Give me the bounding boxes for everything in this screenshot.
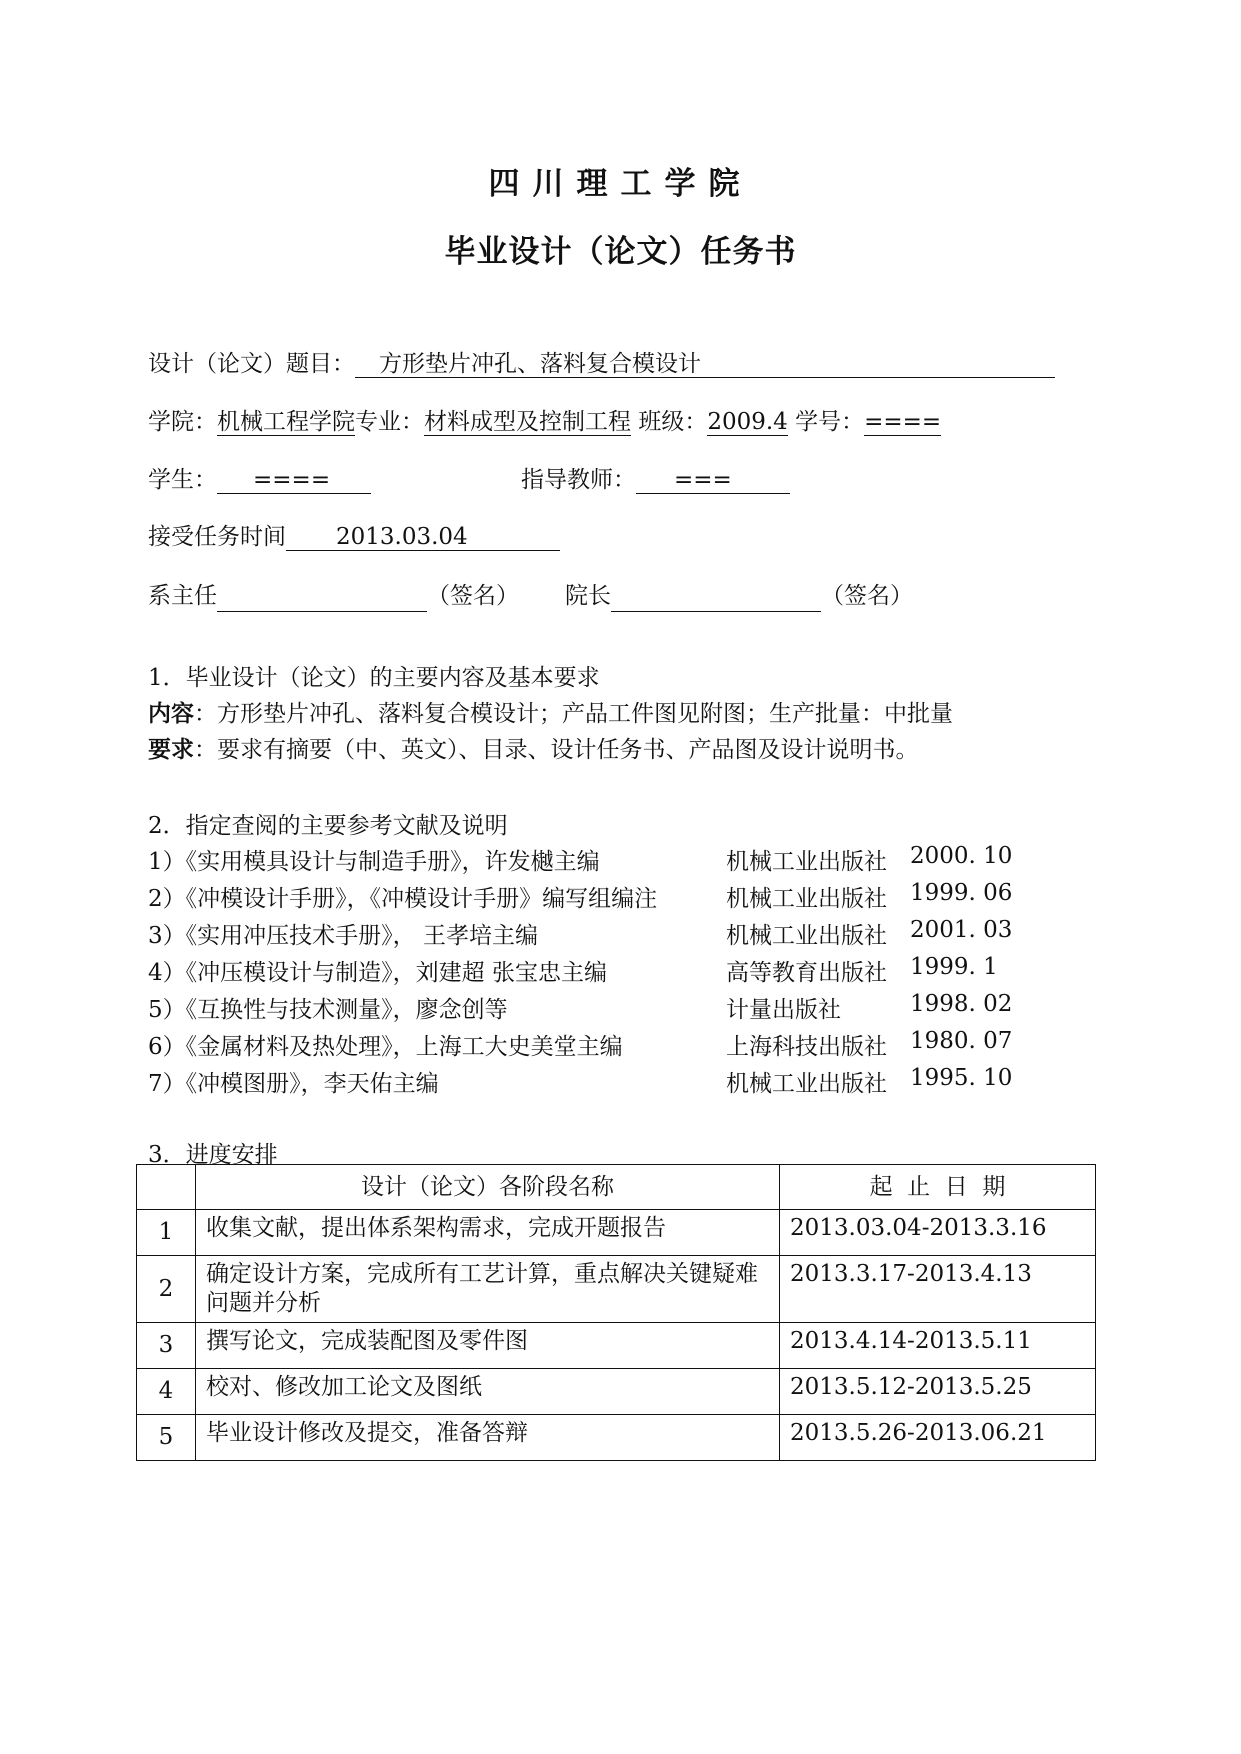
reference-title: 7）《冲模图册》，李天佑主编 [148,1071,439,1097]
header-date-cell: 起 止 日 期 [780,1165,1096,1210]
reference-item [148,991,1048,1023]
reference-item [148,954,1048,986]
row-date: 2013.03.04-2013.3.16 [780,1210,1096,1256]
requirements-label: 要求 [148,736,194,763]
row-task: 确定设计方案，完成所有工艺计算，重点解决关键疑难问题并分析 [196,1256,780,1323]
row-date: 2013.5.12-2013.5.25 [780,1369,1096,1415]
signature-line [148,580,913,612]
advisor-value: === [636,467,790,494]
reference-year: 1995. 10 [910,1065,1013,1091]
row-task: 收集文献，提出体系架构需求，完成开题报告 [196,1210,780,1256]
reference-publisher: 机械工业出版社 [726,886,887,912]
reference-publisher: 机械工业出版社 [726,1071,887,1097]
major-label: 专业： [355,409,424,435]
dept-head-sign-note: （签名） [427,583,519,609]
topic-value: 方形垫片冲孔、落料复合模设计 [355,351,1055,378]
reference-item [148,880,1048,912]
reference-title: 3）《实用冲压技术手册》， 王孝培主编 [148,923,538,949]
reference-title: 1）《实用模具设计与制造手册》，许发樾主编 [148,849,600,875]
reference-item [148,843,1048,875]
reference-year: 1999. 06 [910,880,1013,906]
document-title: 毕业设计（论文）任务书 [444,234,797,270]
content-label: 内容 [148,700,194,727]
reference-year: 1980. 07 [910,1028,1013,1054]
reference-publisher: 上海科技出版社 [726,1034,887,1060]
section3-heading: 3．进度安排 [148,1142,278,1168]
reference-year: 1998. 02 [910,991,1013,1017]
student-value: ==== [217,467,371,494]
reference-publisher: 高等教育出版社 [726,960,887,986]
table-row [137,1369,1096,1415]
row-num: 4 [137,1369,196,1415]
dean-sign-note: （签名） [821,583,913,609]
section1-heading: 1．毕业设计（论文）的主要内容及基本要求 [148,665,600,691]
student-label: 学生： [148,467,217,493]
row-task: 毕业设计修改及提交，准备答辩 [196,1415,780,1461]
row-date: 2013.4.14-2013.5.11 [780,1323,1096,1369]
reference-year: 2000. 10 [910,843,1013,869]
header-num-cell [137,1165,196,1210]
reference-publisher: 机械工业出版社 [726,923,887,949]
reference-title: 2）《冲模设计手册》，《冲模设计手册》编写组编注 [148,886,658,912]
row-num: 2 [137,1256,196,1323]
accept-value: 2013.03.04 [286,524,560,551]
dept-head-label: 系主任 [148,583,217,609]
row-date: 2013.5.26-2013.06.21 [780,1415,1096,1461]
topic-label: 设计（论文）题目： [148,351,355,377]
advisor-label: 指导教师： [521,467,636,493]
reference-year: 1999. 1 [910,954,998,980]
dean-signature-field [611,585,821,612]
major-value: 材料成型及控制工程 [424,409,631,435]
requirements-text: ：要求有摘要（中、英文）、目录、设计任务书、产品图及设计说明书。 [194,737,919,763]
row-task: 撰写论文，完成装配图及零件图 [196,1323,780,1369]
school-name: 四川理工学院 [488,166,753,202]
row-num: 1 [137,1210,196,1256]
reference-title: 6）《金属材料及热处理》，上海工大史美堂主编 [148,1034,623,1060]
reference-item [148,917,1048,949]
college-label: 学院： [148,409,217,435]
reference-title: 5）《互换性与技术测量》，廖念创等 [148,997,508,1023]
reference-title: 4）《冲压模设计与制造》，刘建超 张宝忠主编 [148,960,607,986]
table-row [137,1323,1096,1369]
section1-requirements [148,731,919,764]
table-row [137,1256,1096,1323]
schedule-table [136,1164,1096,1461]
accept-label: 接受任务时间 [148,524,286,550]
table-row [137,1210,1096,1256]
row-num: 3 [137,1323,196,1369]
reference-year: 2001. 03 [910,917,1013,943]
dept-head-signature-field [217,585,427,612]
section2-heading: 2．指定查阅的主要参考文献及说明 [148,813,508,839]
reference-publisher: 计量出版社 [726,997,841,1023]
reference-item [148,1028,1048,1060]
reference-item [148,1065,1048,1097]
college-value: 机械工程学院 [217,409,355,435]
row-num: 5 [137,1415,196,1461]
dean-label: 院长 [565,583,611,609]
table-header-row [137,1165,1096,1210]
class-value: 2009.4 [707,409,788,435]
reference-publisher: 机械工业出版社 [726,849,887,875]
student-no-label: 学号： [795,409,865,435]
header-stage-cell: 设计（论文）各阶段名称 [196,1165,780,1210]
section1-content [148,695,953,728]
topic-line [148,348,1055,380]
college-line [148,406,941,438]
accept-time-line [148,521,560,553]
student-line [148,464,790,496]
table-row [137,1415,1096,1461]
content-text: ：方形垫片冲孔、落料复合模设计；产品工件图见附图；生产批量：中批量 [194,701,953,727]
student-no-value: ==== [864,409,942,435]
row-task: 校对、修改加工论文及图纸 [196,1369,780,1415]
class-label: 班级： [638,409,708,435]
row-date: 2013.3.17-2013.4.13 [780,1256,1096,1323]
